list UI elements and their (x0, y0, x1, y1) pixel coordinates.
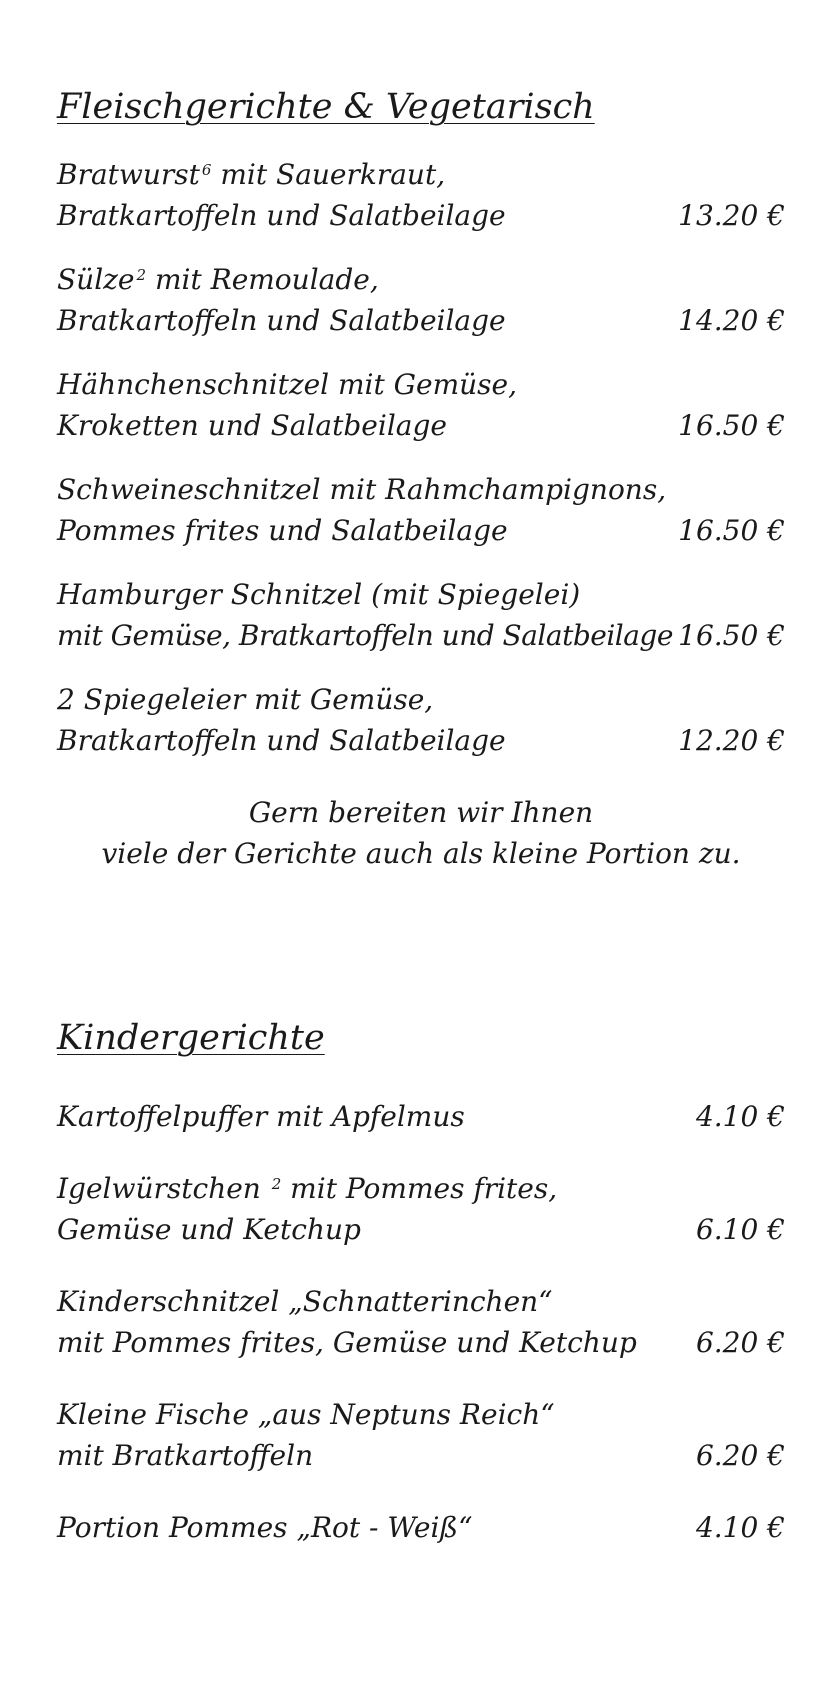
item-name: Kleine Fische „aus Neptuns Reich“ (57, 1398, 555, 1431)
item-description: mit Gemüse, Bratkartoffeln und Salatbeilage (57, 619, 673, 652)
section-heading-meat-vegetarian: Fleischgerichte & Vegetarisch (57, 87, 595, 127)
menu-item (57, 1096, 785, 1137)
item-name: 2 Spiegeleier mit Gemüse, (57, 683, 434, 716)
item-price: 6.20 € (695, 1326, 785, 1359)
item-name: Hähnchenschnitzel mit Gemüse, (57, 368, 518, 401)
allergen-note: 6 (201, 161, 212, 179)
item-name: Portion Pommes „Rot - Weiß“ (57, 1511, 473, 1544)
menu-item (57, 259, 785, 341)
item-name: Kinderschnitzel „Schnatterinchen“ (57, 1285, 553, 1318)
item-price: 6.20 € (695, 1439, 785, 1472)
item-description: Bratkartoffeln und Salatbeilage (57, 199, 506, 232)
item-price: 16.50 € (678, 514, 785, 547)
item-description: Bratkartoffeln und Salatbeilage (57, 724, 506, 757)
portion-note (57, 792, 785, 874)
item-price: 13.20 € (678, 199, 785, 232)
menu-item (57, 154, 785, 236)
item-price: 16.50 € (678, 619, 785, 652)
item-name-rest: mit Sauerkraut, (211, 158, 446, 191)
item-name-rest: mit Pommes frites, (281, 1172, 558, 1205)
item-name-rest: mit Remoulade, (146, 263, 379, 296)
menu-item (57, 1168, 785, 1250)
item-price: 6.10 € (695, 1213, 785, 1246)
item-description: Kroketten und Salatbeilage (57, 409, 447, 442)
allergen-note: 2 (136, 266, 147, 284)
item-name: Schweineschnitzel mit Rahmchampignons, (57, 473, 667, 506)
menu-item (57, 469, 785, 551)
item-description: mit Pommes frites, Gemüse und Ketchup (57, 1326, 637, 1359)
item-name: Kartoffelpuffer mit Apfelmus (57, 1100, 465, 1133)
item-price: 12.20 € (678, 724, 785, 757)
item-price: 14.20 € (678, 304, 785, 337)
menu-item (57, 1394, 785, 1476)
item-price: 16.50 € (678, 409, 785, 442)
item-price: 4.10 € (695, 1511, 785, 1544)
note-line: viele der Gerichte auch als kleine Portion zu. (101, 837, 741, 870)
menu-item (57, 1281, 785, 1363)
menu-item (57, 364, 785, 446)
item-name: Hamburger Schnitzel (mit Spiegelei) (57, 578, 581, 611)
menu-item (57, 1507, 785, 1548)
note-line: Gern bereiten wir Ihnen (248, 796, 594, 829)
item-name: Igelwürstchen (57, 1172, 270, 1205)
item-description: Gemüse und Ketchup (57, 1213, 361, 1246)
item-name: Bratwurst (57, 158, 200, 191)
item-description: mit Bratkartoffeln (57, 1439, 314, 1472)
item-name: Sülze (57, 263, 135, 296)
item-price: 4.10 € (695, 1100, 785, 1133)
menu-item (57, 574, 785, 656)
item-description: Bratkartoffeln und Salatbeilage (57, 304, 506, 337)
allergen-note: 2 (271, 1175, 282, 1193)
menu-item (57, 679, 785, 761)
item-description: Pommes frites und Salatbeilage (57, 514, 508, 547)
section-heading-kids: Kindergerichte (57, 1018, 325, 1058)
